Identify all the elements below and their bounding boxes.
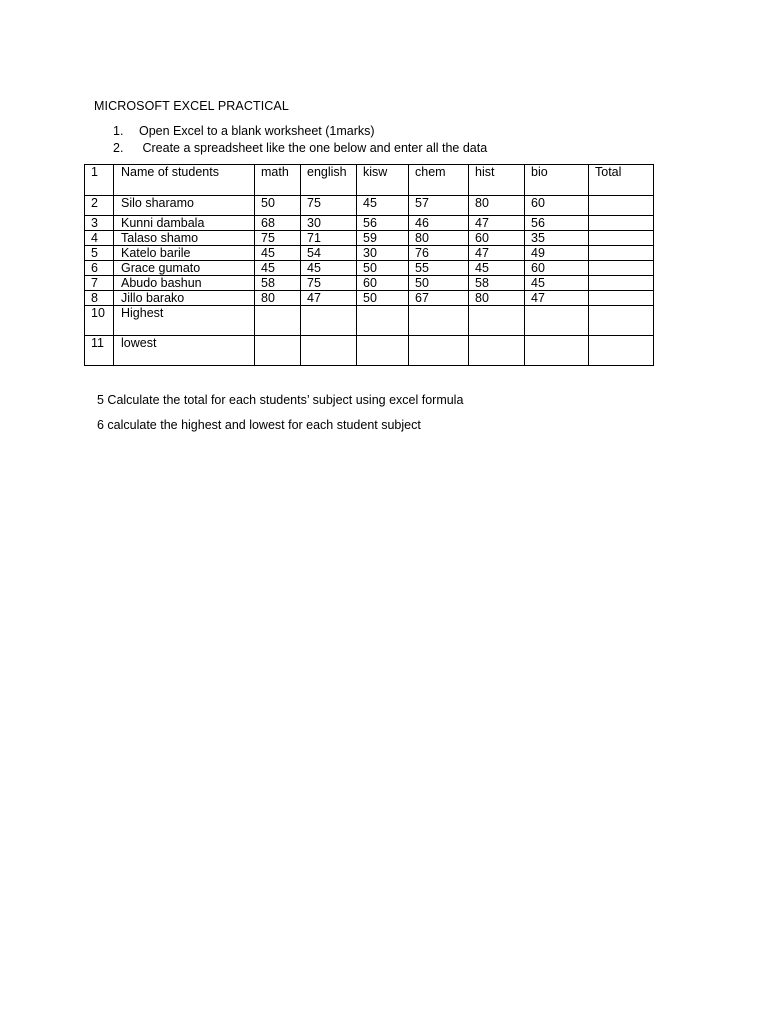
table-cell (589, 246, 654, 261)
table-cell: 56 (525, 216, 589, 231)
document-title: MICROSOFT EXCEL PRACTICAL (94, 99, 289, 113)
table-row (85, 216, 654, 231)
table-cell: 71 (301, 231, 357, 246)
table-cell: 80 (409, 231, 469, 246)
table-cell: 80 (469, 291, 525, 306)
table-cell: 6 (85, 261, 114, 276)
table-cell: Talaso shamo (114, 231, 255, 246)
table-cell (357, 336, 409, 366)
table-cell (357, 306, 409, 336)
instruction-2 (113, 141, 487, 155)
table-cell: 46 (409, 216, 469, 231)
table-cell: 75 (255, 231, 301, 246)
table-row (85, 261, 654, 276)
table-cell: 60 (469, 231, 525, 246)
table-cell (301, 336, 357, 366)
table-cell (589, 306, 654, 336)
table-cell: 30 (357, 246, 409, 261)
table-row (85, 306, 654, 336)
table-cell: Katelo barile (114, 246, 255, 261)
table-cell: lowest (114, 336, 255, 366)
table-cell (301, 306, 357, 336)
table-cell: 50 (357, 261, 409, 276)
table-cell (589, 276, 654, 291)
table-cell (255, 336, 301, 366)
instruction-1 (113, 124, 375, 138)
table-cell (589, 231, 654, 246)
table-cell: 60 (525, 261, 589, 276)
table-cell: 1 (85, 165, 114, 196)
table-cell: 47 (525, 291, 589, 306)
table-cell (409, 306, 469, 336)
table-cell: 45 (255, 261, 301, 276)
instruction-text: Open Excel to a blank worksheet (1marks) (139, 124, 375, 138)
instruction-note-5: 5 Calculate the total for each students’ subject using excel formula (97, 393, 464, 407)
table-cell: 50 (255, 196, 301, 216)
table-cell: 45 (255, 246, 301, 261)
table-cell: 47 (469, 246, 525, 261)
table-cell: 55 (409, 261, 469, 276)
table-cell: chem (409, 165, 469, 196)
table-cell: 50 (409, 276, 469, 291)
table-cell: 49 (525, 246, 589, 261)
instruction-note-6: 6 calculate the highest and lowest for each student subject (97, 418, 421, 432)
table-row (85, 291, 654, 306)
table-cell: 58 (255, 276, 301, 291)
table-cell: kisw (357, 165, 409, 196)
table-cell (525, 336, 589, 366)
table-cell: 8 (85, 291, 114, 306)
table-cell: 47 (469, 216, 525, 231)
table-cell: Jillo barako (114, 291, 255, 306)
table-cell: 45 (525, 276, 589, 291)
table-cell: 7 (85, 276, 114, 291)
table-cell (589, 261, 654, 276)
instruction-number: 2. (113, 141, 124, 155)
table-cell (589, 216, 654, 231)
table-cell: 54 (301, 246, 357, 261)
table-header-row (85, 165, 654, 196)
table-cell: Silo sharamo (114, 196, 255, 216)
table-cell: 50 (357, 291, 409, 306)
table-cell: math (255, 165, 301, 196)
table-cell: 75 (301, 276, 357, 291)
table-cell: 30 (301, 216, 357, 231)
table-cell (255, 306, 301, 336)
table-cell: 68 (255, 216, 301, 231)
table-cell: 3 (85, 216, 114, 231)
table-cell: 75 (301, 196, 357, 216)
table-cell: 56 (357, 216, 409, 231)
table-cell: Kunni dambala (114, 216, 255, 231)
instruction-text: Create a spreadsheet like the one below and enter all the data (139, 141, 488, 155)
table-row (85, 336, 654, 366)
table-cell (525, 306, 589, 336)
table-cell: 10 (85, 306, 114, 336)
table-cell: 60 (525, 196, 589, 216)
table-cell: english (301, 165, 357, 196)
table-cell: 76 (409, 246, 469, 261)
table-cell: 45 (357, 196, 409, 216)
table-cell: Abudo bashun (114, 276, 255, 291)
table-cell: 11 (85, 336, 114, 366)
table-cell: 45 (301, 261, 357, 276)
table-cell: 67 (409, 291, 469, 306)
table-cell: Grace gumato (114, 261, 255, 276)
table-cell: 58 (469, 276, 525, 291)
table-cell: Total (589, 165, 654, 196)
table-cell: Highest (114, 306, 255, 336)
table-cell (589, 291, 654, 306)
table-cell: Name of students (114, 165, 255, 196)
table-cell: 57 (409, 196, 469, 216)
table-cell: 5 (85, 246, 114, 261)
table-cell: 47 (301, 291, 357, 306)
instruction-number: 1. (113, 124, 124, 138)
table-row (85, 276, 654, 291)
table-cell: hist (469, 165, 525, 196)
table-cell (469, 306, 525, 336)
table-cell: 2 (85, 196, 114, 216)
table-cell: 80 (469, 196, 525, 216)
table-row (85, 231, 654, 246)
table-cell (409, 336, 469, 366)
student-marks-table (84, 164, 654, 366)
table-cell (589, 336, 654, 366)
table-cell: 45 (469, 261, 525, 276)
table-cell: 35 (525, 231, 589, 246)
table-row (85, 196, 654, 216)
table-cell: 60 (357, 276, 409, 291)
table-cell (469, 336, 525, 366)
table-cell (589, 196, 654, 216)
table-cell: 4 (85, 231, 114, 246)
table-cell: 59 (357, 231, 409, 246)
table-cell: 80 (255, 291, 301, 306)
table-row (85, 246, 654, 261)
table-cell: bio (525, 165, 589, 196)
